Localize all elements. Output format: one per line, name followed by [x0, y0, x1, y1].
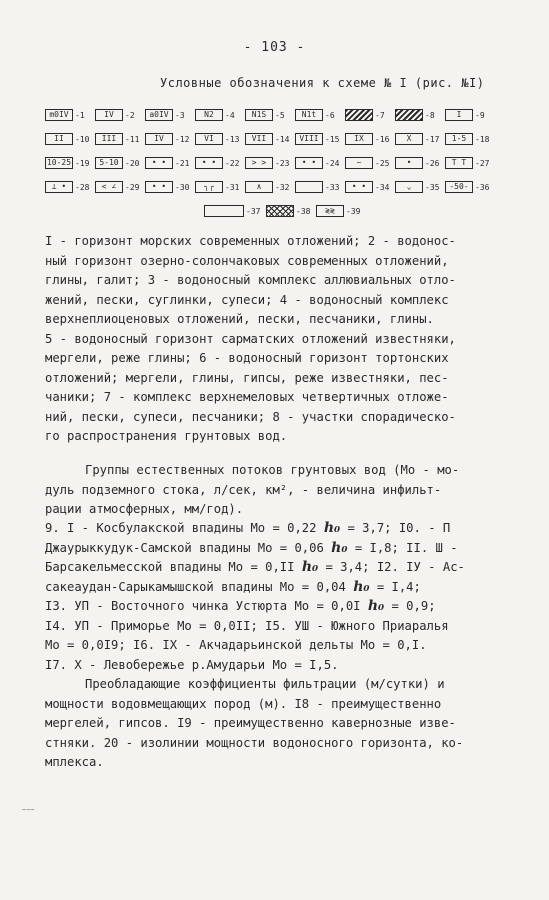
legend-symbol: • •	[345, 181, 373, 193]
legend-symbol: 10-25	[46, 158, 72, 167]
flow-line: Барсакельмесской впадины Мо = 0,II h₀ = 3,4; I2. IУ - Ас-	[45, 559, 465, 575]
legend-symbol: III	[95, 133, 123, 145]
margin-mark: ~~~	[22, 806, 35, 814]
legend-grid	[45, 106, 525, 226]
legend-item	[316, 205, 360, 217]
legend-number: -23	[275, 158, 290, 168]
legend-number: -26	[425, 158, 440, 168]
legend-symbol: a0IV	[145, 109, 173, 121]
legend-number: -12	[175, 134, 190, 144]
legend-item	[245, 133, 289, 145]
legend-item	[45, 133, 89, 145]
flow-line: I4. УП - Приморье Мо = 0,0II; I5. УШ - Южного Приаралья	[45, 618, 449, 633]
legend-item	[245, 157, 289, 169]
legend-number: -8	[425, 110, 435, 120]
legend-symbol: > >	[245, 157, 273, 169]
legend-symbol: N1S	[245, 109, 273, 121]
legend-number: -21	[175, 158, 190, 168]
legend-symbol: N1t	[295, 109, 323, 121]
legend-symbol: ⊥ •	[45, 181, 73, 193]
legend-item	[45, 181, 89, 193]
legend-item	[95, 109, 139, 121]
legend-number: -18	[475, 134, 490, 144]
legend-number: -15	[325, 134, 340, 144]
legend-number: -35	[425, 182, 440, 192]
legend-number: -5	[275, 110, 285, 120]
legend-symbol: X	[395, 133, 423, 145]
legend-item	[204, 205, 260, 217]
text-line: дуль подземного стока, л/сек, км², - величина инфильт-	[45, 482, 442, 497]
flow-line: Мо = 0,0I9; I6. IX - Акчадарьинской дельты Мо = 0,I.	[45, 638, 427, 652]
legend-number: -10	[75, 134, 90, 144]
legend-number: -11	[125, 134, 140, 144]
legend-symbol: II	[45, 133, 73, 145]
text-line: Группы естественных потоков грунтовых вод (Мо - мо-	[85, 463, 460, 477]
legend-symbol: 5-10	[95, 157, 123, 169]
handwritten-h0: h₀	[367, 598, 385, 614]
legend-item	[266, 205, 310, 217]
legend-symbol: -50-	[445, 181, 473, 193]
legend-symbol: • •	[195, 157, 223, 169]
legend-symbol: • •	[145, 181, 173, 193]
legend-number: -16	[375, 134, 390, 144]
legend-number: -29	[125, 182, 140, 192]
legend-number: -1	[75, 110, 85, 120]
legend-symbol	[204, 205, 244, 217]
legend-symbol: • •	[295, 157, 323, 169]
legend-item	[95, 181, 139, 193]
legend-number: -14	[275, 134, 290, 144]
legend-symbol	[266, 205, 294, 217]
legend-symbol: ~	[345, 157, 373, 169]
legend-row	[45, 106, 525, 124]
legend-symbol: N2	[195, 109, 223, 121]
legend-number: -28	[75, 182, 90, 192]
legend-number: -9	[475, 110, 485, 120]
legend-symbol: IV	[95, 109, 123, 121]
legend-item	[445, 109, 489, 121]
legend-symbol	[345, 109, 373, 121]
legend-item	[145, 181, 189, 193]
text-line: го распространения грунтовых вод.	[45, 429, 288, 443]
legend-symbol: VI	[195, 133, 223, 145]
legend-item	[345, 109, 389, 121]
legend-row	[45, 202, 525, 220]
legend-number: -20	[125, 158, 140, 168]
legend-item	[445, 181, 489, 193]
legend-number: -36	[475, 182, 490, 192]
legend-number: -30	[175, 182, 190, 192]
legend-symbol: ╮╭	[195, 181, 223, 193]
legend-symbol: T T	[445, 157, 473, 169]
legend-number: -13	[225, 134, 240, 144]
flow-line: сакеаудан-Сарыкамышской впадины Мо = 0,04 h₀ = I,4;	[45, 578, 421, 595]
legend-number: -3	[175, 110, 185, 120]
legend-symbol: ∧	[245, 181, 273, 193]
flow-line: 9. I - Косбулакской впадины Мо = 0,22 h₀ = 3,7; I0. - П	[45, 520, 451, 536]
legend-row	[45, 178, 525, 196]
legend-number: -17	[425, 134, 440, 144]
legend-symbol: < ∠	[95, 181, 123, 193]
legend-number: -24	[325, 158, 340, 168]
legend-number: -34	[375, 182, 390, 192]
legend-item	[345, 157, 389, 169]
legend-item	[395, 157, 439, 169]
text-line: ний, пески, супеси, песчаники; 8 - участки спорадическо-	[45, 409, 456, 424]
legend-item	[45, 157, 89, 169]
legend-number: -39	[346, 206, 361, 216]
text-line: 5 - водоносный горизонт сарматских отложений известняки,	[45, 331, 456, 346]
legend-symbol: m0IV	[45, 109, 73, 121]
legend-item	[445, 133, 489, 145]
legend-item	[145, 109, 189, 121]
legend-item	[145, 157, 189, 169]
text-line: глины, галит; 3 - водоносный комплекс аллювиальных отло-	[45, 273, 456, 287]
legend-number: -19	[75, 158, 90, 168]
legend-item	[395, 109, 439, 121]
filtration-coefficients-paragraph	[45, 675, 515, 773]
legend-number: -38	[296, 206, 311, 216]
legend-item	[245, 109, 289, 121]
legend-symbol: VIII	[295, 133, 323, 145]
legend-number: -22	[225, 158, 240, 168]
legend-item	[195, 109, 239, 121]
legend-symbol: IV	[145, 133, 173, 145]
legend-item	[395, 133, 439, 145]
flow-groups-list	[45, 519, 515, 675]
handwritten-h0: h₀	[301, 559, 319, 575]
legend-item	[295, 133, 339, 145]
legend-number: -6	[325, 110, 335, 120]
text-line: рации атмосферных, мм/год).	[45, 502, 244, 516]
text-line: чаники; 7 - комплекс верхнемеловых четвертичных отложе-	[45, 390, 449, 404]
legend-number: -2	[125, 110, 135, 120]
page-number: - 103 -	[243, 40, 306, 55]
legend-item	[345, 181, 389, 193]
text-line: стняки. 20 - изолинии мощности водоносного горизонта, ко-	[45, 735, 464, 750]
legend-item	[295, 157, 339, 169]
legend-symbol: ≷≷	[316, 205, 344, 217]
legend-item	[445, 157, 489, 169]
legend-number: -7	[375, 110, 385, 120]
legend-number: -27	[475, 158, 490, 168]
legend-symbol: IX	[345, 133, 373, 145]
text-line: верхнеплиоценовых отложений, пески, песчаники, глины.	[45, 312, 434, 326]
legend-symbol: VII	[245, 133, 273, 145]
text-line: мощности водовмещающих пород (м). I8 - преимущественно	[45, 696, 442, 711]
handwritten-h0: h₀	[323, 520, 341, 536]
text-line: Преобладающие коэффициенты фильтрации (м/сутки) и	[85, 677, 445, 691]
legend-symbol: 1-5	[445, 133, 473, 145]
legend-symbol: I	[445, 109, 473, 121]
text-line: жений, пески, суглинки, супеси; 4 - водоносный комплекс	[45, 292, 449, 307]
flow-line: Джаурыккудук-Самской впадины Мо = 0,06 h₀ = I,8; II. Ш -	[45, 539, 458, 556]
legend-title: Условные обозначения к схеме № I (рис. №I)	[160, 76, 485, 90]
text-line: мергелей, гипсов. I9 - преимущественно кавернозные изве-	[45, 716, 456, 730]
legend-number: -33	[325, 182, 340, 192]
legend-symbol: •	[395, 157, 423, 169]
legend-item	[295, 181, 339, 193]
legend-row	[45, 154, 525, 172]
legend-item	[245, 181, 289, 193]
legend-item	[195, 181, 239, 193]
flow-line: I3. УП - Восточного чинка Устюрта Мо = 0,0I h₀ = 0,9;	[45, 598, 436, 614]
legend-number: -4	[225, 110, 235, 120]
groundwater-flows-paragraph	[45, 461, 515, 520]
legend-item	[195, 157, 239, 169]
handwritten-h0: h₀	[331, 539, 348, 556]
legend-item	[295, 109, 339, 121]
legend-number: -37	[246, 206, 261, 216]
legend-item	[345, 133, 389, 145]
text-line: мергели, реже глины; 6 - водоносный горизонт тортонских	[45, 351, 449, 365]
legend-item	[195, 133, 239, 145]
legend-item	[45, 109, 89, 121]
text-line: I - горизонт морских современных отложений; 2 - водонос-	[45, 234, 456, 248]
handwritten-h0: h₀	[353, 578, 370, 595]
legend-number: -31	[225, 182, 240, 192]
legend-symbol: • •	[145, 157, 173, 169]
legend-number: -32	[275, 182, 290, 192]
legend-item	[145, 133, 189, 145]
legend-item	[95, 157, 139, 169]
flow-line: I7. X - Левобережье р.Амударьи Мо = I,5.	[45, 657, 339, 672]
text-line: мплекса.	[45, 755, 104, 769]
legend-row	[45, 130, 525, 148]
legend-item	[95, 133, 139, 145]
legend-symbol: ⌄	[395, 181, 423, 193]
legend-symbol	[295, 181, 323, 193]
legend-number: -25	[375, 158, 390, 168]
legend-description-paragraph	[45, 232, 515, 447]
text-line: отложений; мергели, глины, гипсы, реже известняки, пес-	[45, 370, 449, 385]
text-line: ный горизонт озерно-солончаковых современных отложений,	[45, 253, 449, 268]
legend-symbol	[395, 109, 423, 121]
legend-item	[395, 181, 439, 193]
